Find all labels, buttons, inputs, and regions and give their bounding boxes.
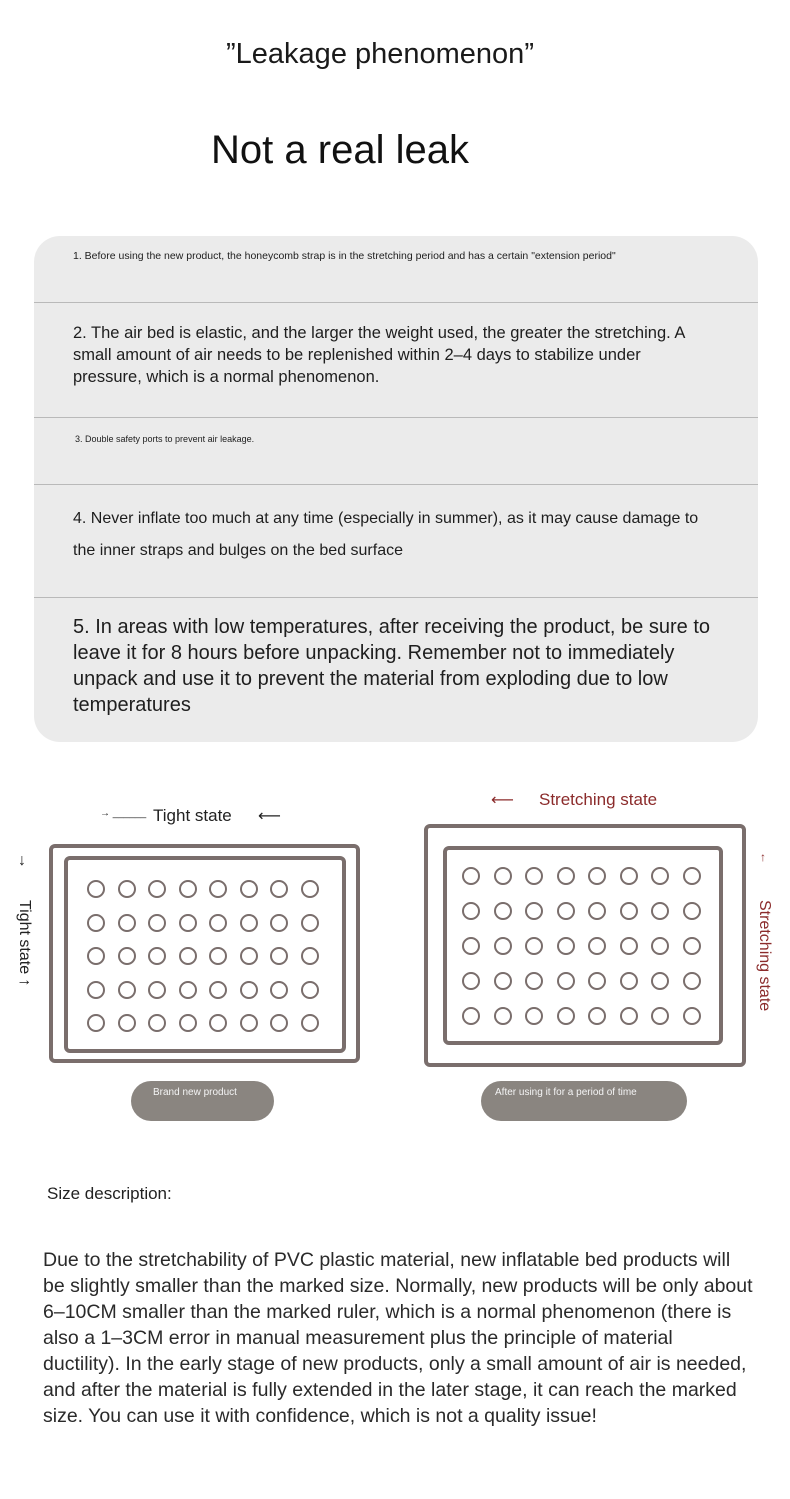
air-cell-icon — [301, 981, 319, 999]
air-cell-icon — [209, 947, 227, 965]
notes-panel — [34, 236, 758, 742]
size-section-title: Size description: — [47, 1184, 172, 1203]
air-cell-icon — [270, 880, 288, 898]
air-cell-icon — [148, 880, 166, 898]
new-mat-inner — [64, 856, 346, 1053]
air-cell-icon — [462, 902, 480, 920]
tight-state-side-label: Tight state ↑ — [16, 900, 33, 987]
arrow-up-icon: ↑ — [760, 850, 766, 864]
caption-new-product: Brand new product — [131, 1081, 274, 1121]
air-cell-icon — [588, 972, 606, 990]
air-cell-icon — [683, 867, 701, 885]
note-1: 1. Before using the new product, the honeycomb strap is in the stretching period and has a certain "extension period" — [73, 250, 616, 262]
air-cell-icon — [588, 937, 606, 955]
air-cells-grid — [462, 867, 697, 1025]
air-cell-icon — [620, 972, 638, 990]
air-cell-icon — [494, 902, 512, 920]
air-cell-icon — [557, 972, 575, 990]
air-cell-icon — [209, 880, 227, 898]
air-cell-icon — [87, 1014, 105, 1032]
air-cell-icon — [494, 1007, 512, 1025]
arrow-left-icon: ⟵ — [258, 808, 281, 825]
air-cell-icon — [301, 880, 319, 898]
air-cell-icon — [87, 880, 105, 898]
air-cell-icon — [209, 914, 227, 932]
air-cell-icon — [557, 867, 575, 885]
air-cell-icon — [270, 1014, 288, 1032]
air-cell-icon — [118, 914, 136, 932]
air-cell-icon — [651, 1007, 669, 1025]
air-cell-icon — [557, 937, 575, 955]
air-cell-icon — [525, 902, 543, 920]
divider — [34, 484, 758, 485]
air-cell-icon — [525, 937, 543, 955]
air-cell-icon — [525, 1007, 543, 1025]
air-cell-icon — [240, 1014, 258, 1032]
note-2: 2. The air bed is elastic, and the larger the weight used, the greater the stretching. A small amount of air needs to be replenished within 2–4 days to stabilize under pressure, which is a normal phenomenon. — [73, 324, 685, 386]
air-cell-icon — [87, 947, 105, 965]
air-cell-icon — [588, 867, 606, 885]
air-cell-icon — [179, 947, 197, 965]
air-cell-icon — [240, 981, 258, 999]
air-cell-icon — [118, 880, 136, 898]
arrow-down-icon: ↓ — [18, 852, 26, 869]
air-cell-icon — [87, 981, 105, 999]
air-cell-icon — [462, 1007, 480, 1025]
stretching-state-side-label: Stretching state — [756, 900, 773, 1012]
air-cell-icon — [588, 1007, 606, 1025]
air-cell-icon — [179, 880, 197, 898]
air-cell-icon — [494, 867, 512, 885]
air-cell-icon — [270, 981, 288, 999]
air-cell-icon — [651, 902, 669, 920]
air-cell-icon — [620, 867, 638, 885]
air-cell-icon — [588, 902, 606, 920]
air-cell-icon — [683, 1007, 701, 1025]
air-cell-icon — [494, 972, 512, 990]
air-cell-icon — [651, 867, 669, 885]
arrow-right-icon: → ______ — [100, 808, 147, 819]
air-cells-grid — [87, 880, 315, 1032]
air-cell-icon — [620, 1007, 638, 1025]
note-3: 3. Double safety ports to prevent air leakage. — [75, 434, 255, 444]
tight-state-label: Tight state — [153, 806, 232, 825]
air-cell-icon — [462, 972, 480, 990]
air-cell-icon — [301, 1014, 319, 1032]
air-cell-icon — [240, 880, 258, 898]
size-section-body: Due to the stretchability of PVC plastic material, new inflatable bed products will be slightly smaller than the marked size. Normally, new products will be only about 6–10CM smaller than the marked ruler, which is a normal phenomenon (there is also a 1–3CM error in manual measurement plus the principle of material ductility). In the early stage of new products, only a small amount of air is needed, and after the material is fully extended in the later stage, it can reach the marked size. You can use it with confidence, which is not a quality issue! — [43, 1249, 753, 1427]
note-4: 4. Never inflate too much at any time (especially in summer), as it may cause damage to the inner straps and bulges on the bed surface — [73, 510, 699, 559]
air-cell-icon — [494, 937, 512, 955]
air-cell-icon — [148, 1014, 166, 1032]
air-cell-icon — [148, 947, 166, 965]
air-cell-icon — [148, 914, 166, 932]
air-cell-icon — [651, 937, 669, 955]
air-cell-icon — [118, 947, 136, 965]
caption-after-use: After using it for a period of time — [481, 1081, 687, 1121]
air-cell-icon — [270, 914, 288, 932]
air-cell-icon — [683, 972, 701, 990]
air-cell-icon — [148, 981, 166, 999]
air-cell-icon — [525, 867, 543, 885]
air-cell-icon — [270, 947, 288, 965]
air-cell-icon — [209, 1014, 227, 1032]
air-cell-icon — [462, 867, 480, 885]
air-cell-icon — [683, 902, 701, 920]
arrow-left-icon: ⟵ — [491, 792, 514, 809]
air-cell-icon — [240, 947, 258, 965]
divider — [34, 302, 758, 303]
page-title: ”Leakage phenomenon” — [226, 38, 534, 70]
air-cell-icon — [179, 981, 197, 999]
air-cell-icon — [301, 947, 319, 965]
page-subtitle: Not a real leak — [211, 128, 469, 172]
air-cell-icon — [179, 1014, 197, 1032]
air-cell-icon — [118, 981, 136, 999]
air-cell-icon — [683, 937, 701, 955]
divider — [34, 597, 758, 598]
air-cell-icon — [462, 937, 480, 955]
air-cell-icon — [525, 972, 543, 990]
air-cell-icon — [620, 902, 638, 920]
air-cell-icon — [620, 937, 638, 955]
air-cell-icon — [651, 972, 669, 990]
air-cell-icon — [557, 1007, 575, 1025]
air-cell-icon — [179, 914, 197, 932]
air-cell-icon — [240, 914, 258, 932]
stretching-state-label: Stretching state — [539, 790, 658, 809]
air-cell-icon — [118, 1014, 136, 1032]
used-mat-inner — [443, 846, 723, 1045]
air-cell-icon — [301, 914, 319, 932]
air-cell-icon — [209, 981, 227, 999]
divider — [34, 417, 758, 418]
air-cell-icon — [87, 914, 105, 932]
note-5: 5. In areas with low temperatures, after receiving the product, be sure to leave it for 8 hours before unpacking. Remember not to immediately unpack and use it to prevent the material from exploding due to low temperatures — [73, 616, 710, 716]
air-cell-icon — [557, 902, 575, 920]
